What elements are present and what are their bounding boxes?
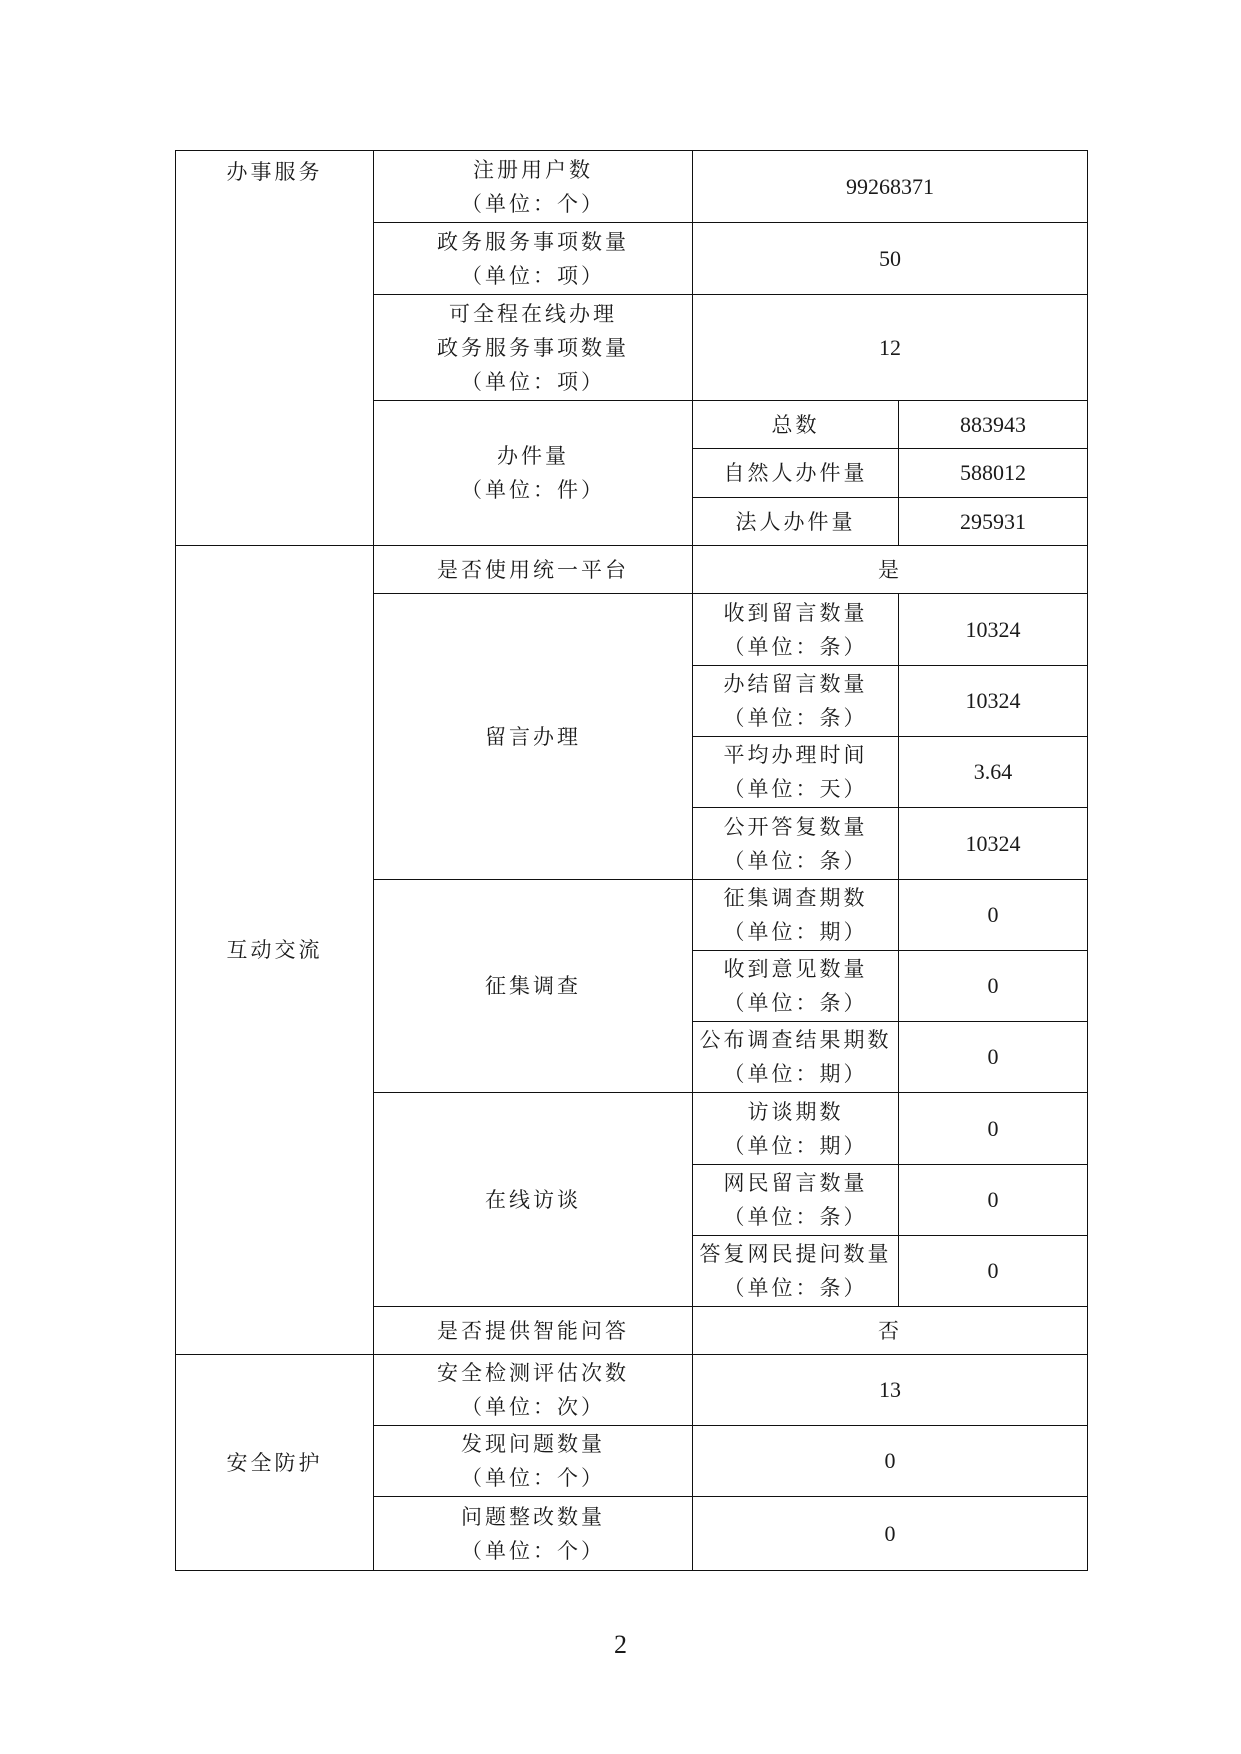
page-number: 2	[614, 1630, 627, 1659]
value-cell: 3.64	[899, 737, 1088, 808]
sub-label-cell: 总数	[693, 401, 899, 449]
item-label-cell: 可全程在线办理 政务服务事项数量 （单位：项）	[374, 295, 693, 401]
sub-label-cell: 法人办件量	[693, 498, 899, 546]
table-row	[176, 1355, 1088, 1426]
item-label-cell: 办件量 （单位：件）	[374, 401, 693, 546]
value-cell: 是	[693, 546, 1088, 594]
category-label: 办事服务	[226, 160, 323, 184]
item-label-cell: 是否提供智能问答	[374, 1307, 693, 1355]
category-cell	[176, 546, 374, 1355]
item-label-cell: 问题整改数量 （单位：个）	[374, 1497, 693, 1571]
value-cell: 10324	[899, 666, 1088, 737]
sub-label-cell: 自然人办件量	[693, 449, 899, 498]
item-label-cell: 是否使用统一平台	[374, 546, 693, 594]
item-label-cell: 在线访谈	[374, 1093, 693, 1307]
value-cell: 883943	[899, 401, 1088, 449]
table-row	[176, 546, 1088, 594]
value-cell: 50	[693, 223, 1088, 295]
value-cell: 12	[693, 295, 1088, 401]
category-label: 互动交流	[226, 938, 323, 962]
value-cell: 10324	[899, 808, 1088, 880]
item-label-cell: 注册用户数 （单位：个）	[374, 151, 693, 223]
item-label-cell: 政务服务事项数量 （单位：项）	[374, 223, 693, 295]
value-cell: 0	[899, 951, 1088, 1022]
value-cell: 588012	[899, 449, 1088, 498]
item-label-cell: 留言办理	[374, 594, 693, 880]
sub-label-cell: 公布调查结果期数 （单位：期）	[693, 1022, 899, 1093]
sub-label-cell: 办结留言数量 （单位：条）	[693, 666, 899, 737]
value-cell: 10324	[899, 594, 1088, 666]
value-cell: 0	[899, 1236, 1088, 1307]
value-cell: 0	[899, 880, 1088, 951]
value-cell: 否	[693, 1307, 1088, 1355]
category-cell	[176, 151, 374, 546]
value-cell: 0	[899, 1022, 1088, 1093]
sub-label-cell: 收到意见数量 （单位：条）	[693, 951, 899, 1022]
item-label-cell: 征集调查	[374, 880, 693, 1093]
value-cell: 99268371	[693, 151, 1088, 223]
table-row	[176, 151, 1088, 223]
sub-label-cell: 公开答复数量 （单位：条）	[693, 808, 899, 880]
category-cell	[176, 1355, 374, 1571]
sub-label-cell: 答复网民提问数量 （单位：条）	[693, 1236, 899, 1307]
sub-label-cell: 平均办理时间 （单位：天）	[693, 737, 899, 808]
sub-label-cell: 征集调查期数 （单位：期）	[693, 880, 899, 951]
item-label-cell: 安全检测评估次数 （单位：次）	[374, 1355, 693, 1426]
value-cell: 0	[899, 1165, 1088, 1236]
sub-label-cell: 访谈期数 （单位：期）	[693, 1093, 899, 1165]
category-label: 安全防护	[226, 1450, 323, 1475]
sub-label-cell: 网民留言数量 （单位：条）	[693, 1165, 899, 1236]
item-label-cell: 发现问题数量 （单位：个）	[374, 1426, 693, 1497]
value-cell: 0	[693, 1426, 1088, 1497]
value-cell: 13	[693, 1355, 1088, 1426]
value-cell: 0	[693, 1497, 1088, 1571]
statistics-table	[175, 150, 1088, 1571]
sub-label-cell: 收到留言数量 （单位：条）	[693, 594, 899, 666]
value-cell: 0	[899, 1093, 1088, 1165]
value-cell: 295931	[899, 498, 1088, 546]
